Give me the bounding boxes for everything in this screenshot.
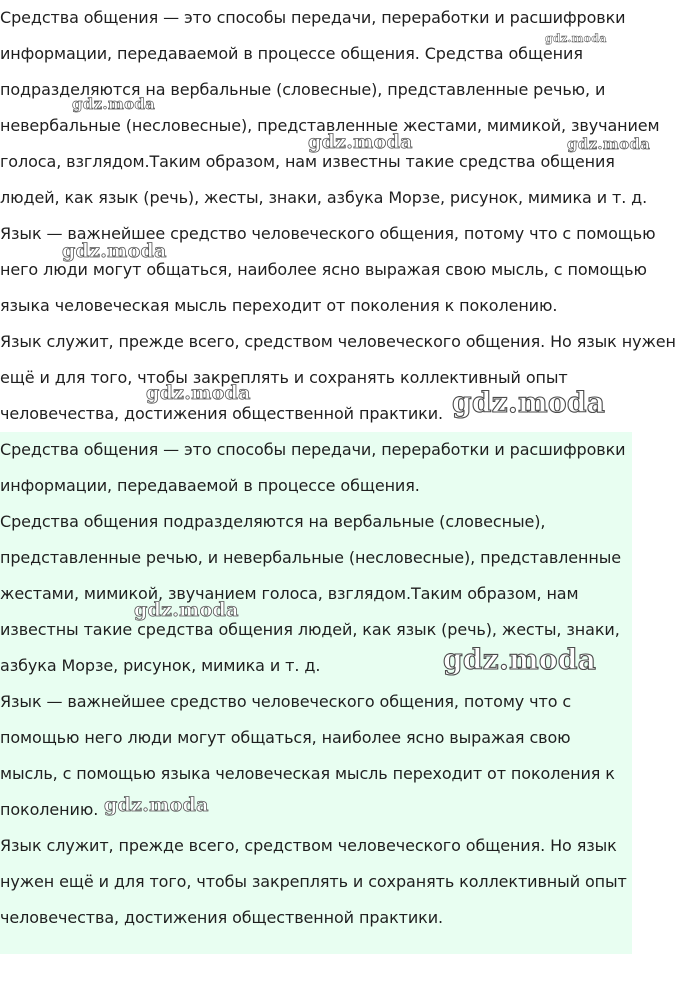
watermark: gdz.moda <box>62 240 167 262</box>
watermark: gdz.moda <box>72 95 156 113</box>
paragraph-language-function: Язык служит, прежде всего, средством человеческого общения. Но язык нужен ещё и для того, чтобы закреплять и сохранять коллективный опыт человечества, достижения общественной практики. <box>0 836 627 927</box>
watermark: gdz.moda <box>104 794 209 816</box>
answer-text-highlighted <box>0 432 632 954</box>
watermark: gdz.moda <box>545 32 607 45</box>
watermark: gdz.moda <box>308 131 413 153</box>
watermark: gdz.moda <box>567 135 651 153</box>
watermark: gdz.moda <box>146 382 251 404</box>
paragraph-language-function: Язык служит, прежде всего, средством человеческого общения. Но язык нужен ещё и для того, чтобы закреплять и сохранять коллективный опыт человечества, достижения общественной практики. <box>0 332 676 423</box>
paragraph-language-importance: Язык — важнейшее средство человеческого общения, потому что с помощью него люди могут общаться, наиболее ясно выражая свою мысль, с помощью языка человеческая мысль переходит от поколения к поколению. <box>0 224 656 315</box>
watermark: gdz.moda <box>443 643 597 676</box>
paragraph-classification: Средства общения подразделяются на вербальные (словесные), представленные речью, и невербальные (несловесные), представленные жестами, мимикой, звучанием голоса, взглядом.Таким образом, нам известны такие средства общения людей, как язык (речь), жесты, знаки, азбука Морзе, рисунок, мимика и т. д. <box>0 512 622 675</box>
paragraph-language-importance: Язык — важнейшее средство человеческого общения, потому что с помощью него люди могут общаться, наиболее ясно выражая свою мысль, с помощью языка человеческая мысль переходит от поколения к поколению. <box>0 692 615 819</box>
answer-text-plain <box>0 0 676 432</box>
paragraph-definition: Средства общения — это способы передачи, переработки и расшифровки информации, передаваемой в процессе общения. <box>0 440 626 495</box>
watermark: gdz.moda <box>134 599 239 621</box>
paragraph-means-of-communication: Средства общения — это способы передачи, переработки и расшифровки информации, передаваемой в процессе общения. Средства общения подразделяются на вербальные (словесные), представленные речью, и невербальные (несловесные), представленные жестами, мимикой, звучанием голоса, взглядом.Таким образом, нам известны такие средства общения людей, как язык (речь), жесты, знаки, азбука Морзе, рисунок, мимика и т. д. <box>0 8 660 207</box>
watermark: gdz.moda <box>452 386 606 419</box>
